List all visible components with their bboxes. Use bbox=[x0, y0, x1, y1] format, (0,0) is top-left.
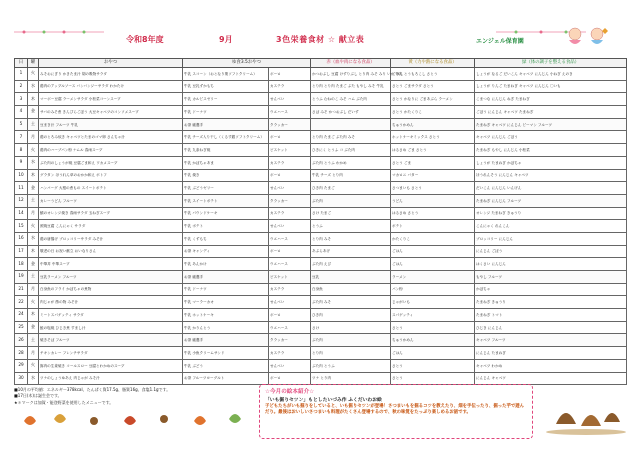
note-line: ■17日(木)は誕生会です。 bbox=[14, 393, 62, 399]
menu-day: 25 bbox=[15, 321, 28, 334]
menu-red-foods: とうふ むねのこ みそ ハム ぶた肉 bbox=[311, 93, 391, 106]
menu-green-foods: しょうが りんご たまねぎ キャベツ にんじん 〇いも bbox=[475, 80, 627, 93]
menu-day: 2 bbox=[15, 80, 28, 93]
menu-yellow-foods: さとう ごま bbox=[391, 156, 475, 169]
menu-yellow-foods: ごはん bbox=[391, 347, 475, 360]
menu-snack-sweet: ウエハース bbox=[269, 321, 311, 334]
menu-snack: 牛乳 ホットケーキ bbox=[183, 309, 269, 322]
month-label: 9月 bbox=[219, 35, 233, 44]
menu-yellow-foods: かたくりこ bbox=[391, 232, 475, 245]
menu-row bbox=[15, 207, 627, 220]
menu-snack: 牛乳 小魚クリームサンド bbox=[183, 347, 269, 360]
menu-green-foods: だいこん にんじん いんげん bbox=[475, 182, 627, 195]
menu-day: 11 bbox=[15, 182, 28, 195]
menu-weekday: 月 bbox=[28, 207, 39, 220]
menu-lunch: 鶏肉のアップルソース バンバンジーサラダ わかたけ bbox=[39, 80, 183, 93]
menu-lunch: 豆まき汁 フルーツ 牛乳 bbox=[39, 118, 183, 131]
menu-day: 26 bbox=[15, 334, 28, 347]
menu-lunch: 豚肉の生姜焼き コールスロー 豆腐とわかめのスープ bbox=[39, 359, 183, 372]
menu-row bbox=[15, 321, 627, 334]
menu-weekday: 金 bbox=[28, 321, 39, 334]
menu-day: 22 bbox=[15, 296, 28, 309]
menu-yellow-foods: パン粉 bbox=[391, 283, 475, 296]
menu-snack: 牛乳 あんかけ bbox=[183, 258, 269, 271]
menu-row bbox=[15, 309, 627, 322]
notes bbox=[14, 387, 254, 406]
menu-red-foods: ぶた肉 とうふ わかめ bbox=[311, 156, 391, 169]
menu-weekday: 木 bbox=[28, 93, 39, 106]
menu-day: 21 bbox=[15, 283, 28, 296]
menu-day: 19 bbox=[15, 271, 28, 284]
menu-red-foods: とり肉 みそ bbox=[311, 232, 391, 245]
menu-snack: お茶 厳選手 bbox=[183, 271, 269, 284]
menu-yellow-foods: さとう bbox=[391, 359, 475, 372]
menu-snack-sweet: せんべい bbox=[269, 220, 311, 233]
menu-yellow-foods: さとう bbox=[391, 372, 475, 385]
menu-snack-sweet: ボーロ bbox=[269, 131, 311, 144]
book-description: 子どもたちがいも掘りをしていると、いも掘りセツンが登場！さつまいもを掘るコツを教えたり、畑を手伝ったり、掘った芋で遊んだり。最後はおいしいさつまいも料理がたくさん登場するので、秋の味覚をたっぷり楽しめるお話です。 bbox=[265, 404, 525, 416]
menu-yellow-foods: ちゅうかめん bbox=[391, 334, 475, 347]
menu-yellow-foods: ごはん bbox=[391, 245, 475, 258]
menu-green-foods: ほうれんそう にんじん キャベツ bbox=[475, 169, 627, 182]
menu-lunch: 鯖のオレンジ焼き 春雨サラダ 玉ねぎスープ bbox=[39, 207, 183, 220]
menu-row bbox=[15, 182, 627, 195]
menu-green-foods: オレンジ たまねぎ きゅうり bbox=[475, 207, 627, 220]
menu-yellow-foods: さとう かなりに ごまあぶら ラーメン bbox=[391, 93, 475, 106]
menu-day: 8 bbox=[15, 144, 28, 157]
menu-green-foods: キャベツ にんじん ごぼう bbox=[475, 131, 627, 144]
menu-snack-sweet: せんべい bbox=[269, 93, 311, 106]
menu-red-foods: ぶた肉 えび bbox=[311, 258, 391, 271]
menu-green-foods: もやし フルーツ bbox=[475, 271, 627, 284]
menu-row bbox=[15, 334, 627, 347]
menu-green-foods: にんじん キャベツ bbox=[475, 372, 627, 385]
menu-row bbox=[15, 80, 627, 93]
col-day: 日 bbox=[15, 59, 28, 68]
menu-snack-sweet: カステラ bbox=[269, 156, 311, 169]
menu-day: 9 bbox=[15, 156, 28, 169]
menu-red-foods: ぶた肉 bbox=[311, 334, 391, 347]
menu-day: 7 bbox=[15, 131, 28, 144]
menu-day: 24 bbox=[15, 309, 28, 322]
col-green: 緑（体の調子を整える食品） bbox=[475, 59, 627, 68]
menu-weekday: 火 bbox=[28, 144, 39, 157]
menu-green-foods: しょうが たまねぎ かぼちゃ bbox=[475, 156, 627, 169]
col-lunch: おやつ bbox=[39, 59, 183, 68]
menu-lunch: 鶏肉のハーブパン粉 ナムル 春雨スープ bbox=[39, 144, 183, 157]
menu-green-foods: はくさい にんじん bbox=[475, 258, 627, 271]
menu-snack: 牛乳 チーズ入り干し（くるす銀ソフトクリーム） bbox=[183, 131, 269, 144]
menu-snack-sweet: ボーロ bbox=[269, 372, 311, 385]
menu-lunch: みそおにぎり かきたま汁 胡の吸物サラダ bbox=[39, 68, 183, 81]
menu-green-foods: たまねぎ もやし にんじん 小松菜 bbox=[475, 144, 627, 157]
menu-snack: お茶 厳選手 bbox=[183, 118, 269, 131]
menu-weekday: 火 bbox=[28, 296, 39, 309]
menu-snack-sweet: ボーロ bbox=[269, 68, 311, 81]
menu-green-foods: かぼちゃ bbox=[475, 283, 627, 296]
book-title: 「いも掘りセツン」もとしたいづみ作 ふくだいわお絵 bbox=[265, 398, 382, 403]
menu-yellow-foods: さとう bbox=[391, 321, 475, 334]
menu-row bbox=[15, 271, 627, 284]
menu-weekday: 金 bbox=[28, 258, 39, 271]
menu-snack-sweet: ボーロ bbox=[269, 169, 311, 182]
menu-snack-sweet: ウエハース bbox=[269, 232, 311, 245]
menu-weekday: 月 bbox=[28, 347, 39, 360]
menu-yellow-foods: じゃがいも bbox=[391, 296, 475, 309]
menu-yellow-foods: ポテト bbox=[391, 220, 475, 233]
menu-day: 5 bbox=[15, 118, 28, 131]
menu-row bbox=[15, 118, 627, 131]
menu-weekday: 土 bbox=[28, 334, 39, 347]
menu-snack: お茶 厳選手 bbox=[183, 334, 269, 347]
menu-weekday: 水 bbox=[28, 156, 39, 169]
menu-weekday: 金 bbox=[28, 106, 39, 119]
menu-red-foods: ひき肉 bbox=[311, 309, 391, 322]
table-header-row bbox=[15, 59, 627, 68]
menu-yellow-foods: ラーメン bbox=[391, 271, 475, 284]
menu-day: 4 bbox=[15, 106, 28, 119]
menu-green-foods: キャベツ フルーツ bbox=[475, 334, 627, 347]
menu-row bbox=[15, 106, 627, 119]
menu-lunch: 中華丼 中華スープ bbox=[39, 258, 183, 271]
menu-red-foods: さけ たまご bbox=[311, 207, 391, 220]
menu-lunch: ハンバーグ 大根の煮もの スイートポテト bbox=[39, 182, 183, 195]
menu-row bbox=[15, 232, 627, 245]
menu-red-foods: ぶた肉 bbox=[311, 194, 391, 207]
menu-yellow-foods: うどん bbox=[391, 194, 475, 207]
menu-yellow-foods: さとう かたくりこ bbox=[391, 106, 475, 119]
menu-day: 16 bbox=[15, 232, 28, 245]
menu-day: 17 bbox=[15, 245, 28, 258]
menu-day: 30 bbox=[15, 372, 28, 385]
menu-snack-sweet: せんべい bbox=[269, 359, 311, 372]
menu-snack: 牛乳 ドーナツ bbox=[183, 283, 269, 296]
menu-red-foods: さば みそ かつおぶし だいず bbox=[311, 106, 391, 119]
menu-row bbox=[15, 93, 627, 106]
menu-day: 15 bbox=[15, 220, 28, 233]
menu-green-foods: しょうが なるご だいこん キャベツ にんじん 小ねぎ えのき bbox=[475, 68, 627, 81]
menu-red-foods: かつおぶし 豆腐 けずりぶし とり肉 みそ みり いか 牛乳 bbox=[311, 68, 391, 81]
menu-weekday: 水 bbox=[28, 232, 39, 245]
menu-row bbox=[15, 68, 627, 81]
menu-snack-sweet: ウエハース bbox=[269, 106, 311, 119]
menu-row bbox=[15, 283, 627, 296]
menu-green-foods: こまつな にんじん ねぎ たまねぎ bbox=[475, 93, 627, 106]
menu-day: 14 bbox=[15, 207, 28, 220]
menu-snack-sweet: クラッカー bbox=[269, 194, 311, 207]
menu-snack: 牛乳 ドーナツ bbox=[183, 106, 269, 119]
menu-green-foods: たまねぎ きゅうり bbox=[475, 296, 627, 309]
menu-red-foods: 豆乳 bbox=[311, 271, 391, 284]
menu-green-foods: こんにゃく れんこん bbox=[475, 220, 627, 233]
menu-snack-sweet: ウエハース bbox=[269, 258, 311, 271]
menu-snack-sweet: ビスケット bbox=[269, 271, 311, 284]
menu-row bbox=[15, 347, 627, 360]
menu-snack-sweet: カステラ bbox=[269, 347, 311, 360]
menu-red-foods: あぶらあげ bbox=[311, 245, 391, 258]
menu-yellow-foods: はるさめ ごま さとう bbox=[391, 144, 475, 157]
menu-rows bbox=[15, 68, 627, 385]
menu-lunch: カレーうどん フルーツ bbox=[39, 194, 183, 207]
menu-day: 29 bbox=[15, 359, 28, 372]
menu-red-foods: ひきにく とうふ コ ぶた肉 bbox=[311, 144, 391, 157]
menu-weekday: 木 bbox=[28, 245, 39, 258]
menu-yellow-foods: ごはん とうもろこし さとう bbox=[391, 68, 475, 81]
menu-weekday: 木 bbox=[28, 309, 39, 322]
chestnut-illustration-icon bbox=[536, 384, 631, 439]
menu-lunch: 鮭の塩焼 ひじき煮 すまし汁 bbox=[39, 321, 183, 334]
menu-snack: 牛乳 ポテト bbox=[183, 220, 269, 233]
leaf-garland-icon bbox=[14, 30, 104, 34]
menu-row bbox=[15, 131, 627, 144]
menu-row bbox=[15, 359, 627, 372]
menu-lunch: グラタン ほうれん草のおかか和え ポトフ bbox=[39, 169, 183, 182]
menu-red-foods bbox=[311, 118, 391, 131]
menu-lunch: 鶏のとろみ炊き キャベツとたまのゴマ卵 さんちゃ汁 bbox=[39, 131, 183, 144]
menu-day: 18 bbox=[15, 258, 28, 271]
menu-snack-sweet: クラッカー bbox=[269, 334, 311, 347]
menu-green-foods: たまねぎ トマト bbox=[475, 309, 627, 322]
autumn-leaves-illustration-icon bbox=[14, 407, 254, 431]
menu-day: 3 bbox=[15, 93, 28, 106]
col-dow: 曜 bbox=[28, 59, 39, 68]
menu-snack: 牛乳 くずもち bbox=[183, 232, 269, 245]
note-line: ★＊マークは加賀・能登野菜を使用したメニューです。 bbox=[14, 399, 114, 405]
menu-lunch: 敬老の日 お祝い献立 おいなりさん bbox=[39, 245, 183, 258]
menu-snack: お茶 フルーツヨーグルト bbox=[183, 372, 269, 385]
menu-snack: 牛乳 豆乳ずかもち bbox=[183, 80, 269, 93]
menu-weekday: 金 bbox=[28, 182, 39, 195]
school-name: エンジェル保育園 bbox=[476, 38, 524, 45]
menu-weekday: 水 bbox=[28, 372, 39, 385]
menu-day: 10 bbox=[15, 169, 28, 182]
menu-snack-sweet: カステラ bbox=[269, 207, 311, 220]
menu-snack: 牛乳 スイートポテト bbox=[183, 194, 269, 207]
menu-snack: 牛乳 ぶどう bbox=[183, 359, 269, 372]
menu-snack: 牛乳 九条ねぎ焼 bbox=[183, 144, 269, 157]
menu-red-foods: ツナ とり肉 bbox=[311, 372, 391, 385]
menu-row bbox=[15, 245, 627, 258]
menu-weekday: 火 bbox=[28, 220, 39, 233]
menu-lunch: ツナのしょうゆあえ 肉じゃが みそ汁 bbox=[39, 372, 183, 385]
menu-yellow-foods: さとう ごまサラダ さとう bbox=[391, 80, 475, 93]
menu-snack: 牛乳 ぶどうゼリー bbox=[183, 182, 269, 195]
fiscal-year: 令和8年度 bbox=[126, 35, 164, 44]
menu-day: 1 bbox=[15, 68, 28, 81]
menu-lunch: 鶏の唐揚げ ブロッコリーサラダ みそ汁 bbox=[39, 232, 183, 245]
menu-snack: 牛乳 パウンドケーキ bbox=[183, 207, 269, 220]
menu-green-foods: たまねぎ にんじん フルーツ bbox=[475, 194, 627, 207]
menu-snack-sweet: ボーロ bbox=[269, 245, 311, 258]
menu-table bbox=[14, 58, 627, 385]
book-recommendation bbox=[259, 384, 533, 439]
menu-snack-sweet: せんべい bbox=[269, 182, 311, 195]
menu-snack: 牛乳 焼き bbox=[183, 169, 269, 182]
page-title: 3色栄養食材 ☆ 献立表 bbox=[276, 35, 365, 44]
menu-weekday: 月 bbox=[28, 131, 39, 144]
menu-red-foods: とり肉 bbox=[311, 347, 391, 360]
menu-weekday: 木 bbox=[28, 169, 39, 182]
menu-weekday: 土 bbox=[28, 118, 39, 131]
menu-lunch: 照焼豆腐 こんにゃく サラダ bbox=[39, 220, 183, 233]
menu-row bbox=[15, 372, 627, 385]
menu-green-foods: ごぼう にんじん キャベツ たまねぎ bbox=[475, 106, 627, 119]
menu-snack: 牛乳 マーラーカオ bbox=[183, 296, 269, 309]
menu-yellow-foods: さつまいも さとう bbox=[391, 182, 475, 195]
menu-snack-sweet: ボーロ bbox=[269, 309, 311, 322]
menu-day: 12 bbox=[15, 194, 28, 207]
menu-yellow-foods: はるさめ さとう bbox=[391, 207, 475, 220]
menu-snack: 牛乳 カルピスゼリー bbox=[183, 93, 269, 106]
menu-snack: 牛乳 かりんとう bbox=[183, 321, 269, 334]
col-snack: ゆ食3.5おやつ bbox=[183, 59, 311, 68]
menu-green-foods: にんじん たまねぎ bbox=[475, 347, 627, 360]
menu-lunch: チキンカレー フレンチサラダ bbox=[39, 347, 183, 360]
menu-weekday: 土 bbox=[28, 194, 39, 207]
menu-row bbox=[15, 220, 627, 233]
menu-red-foods: ぶた肉 とうふ bbox=[311, 359, 391, 372]
menu-lunch: 白身魚のフライ かぼちゃの煮物 bbox=[39, 283, 183, 296]
menu-row bbox=[15, 144, 627, 157]
menu-lunch: 焼きそば フルーツ bbox=[39, 334, 183, 347]
menu-weekday: 土 bbox=[28, 271, 39, 284]
menu-green-foods: キャベツ わかめ bbox=[475, 359, 627, 372]
menu-snack: お茶 キャンディ bbox=[183, 245, 269, 258]
menu-yellow-foods: ホットケーキミックス さとう bbox=[391, 131, 475, 144]
menu-lunch: 肉じゃが 酢の物 みそ汁 bbox=[39, 296, 183, 309]
children-illustration-icon bbox=[559, 24, 615, 52]
menu-row bbox=[15, 169, 627, 182]
menu-red-foods: とり肉 たまご ぶた肉 みそ bbox=[311, 131, 391, 144]
menu-lunch: ミートスパゲッティ サラダ bbox=[39, 309, 183, 322]
menu-snack-sweet: クラッカー bbox=[269, 118, 311, 131]
book-heading: ☆今月の絵本紹介☆ bbox=[265, 389, 315, 395]
menu-green-foods: たまねぎ キャベツ にんじん ピーマン フルーツ bbox=[475, 118, 627, 131]
menu-green-foods: ブロッコリー にんじん bbox=[475, 232, 627, 245]
menu-row bbox=[15, 156, 627, 169]
menu-yellow-foods: マカロニ バター bbox=[391, 169, 475, 182]
menu-red-foods: ぶた肉 みそ bbox=[311, 296, 391, 309]
menu-weekday: 火 bbox=[28, 359, 39, 372]
menu-lunch: ぶた肉のしょうが焼 豆腐ごま和え ワカメスープ bbox=[39, 156, 183, 169]
menu-green-foods: にんじん ごぼう bbox=[475, 245, 627, 258]
header bbox=[14, 28, 626, 54]
menu-row bbox=[15, 296, 627, 309]
menu-red-foods: とうふ bbox=[311, 220, 391, 233]
menu-lunch: マーボー豆腐 ラーメンサラダ 小松菜コーンスープ bbox=[39, 93, 183, 106]
menu-red-foods: とり肉 とり肉 たまご ぶた もやし みそ 牛乳 bbox=[311, 80, 391, 93]
menu-snack: 牛乳 スコーン（おとなり菓ソフトクリーム） bbox=[183, 68, 269, 81]
menu-snack-sweet: カステラ bbox=[269, 283, 311, 296]
menu-lunch: 豆乳ラーメン フルーツ bbox=[39, 271, 183, 284]
menu-lunch: サバのみそ煮 きんぴらごぼう 大豆キャベツのコンソメスープ bbox=[39, 106, 183, 119]
menu-row bbox=[15, 194, 627, 207]
menu-weekday: 月 bbox=[28, 283, 39, 296]
menu-yellow-foods: スパゲッティ bbox=[391, 309, 475, 322]
menu-yellow-foods: ごはん bbox=[391, 258, 475, 271]
menu-snack: 牛乳 かぼちゃあま bbox=[183, 156, 269, 169]
menu-weekday: 火 bbox=[28, 68, 39, 81]
col-red: 赤（血や肉になる食品） bbox=[311, 59, 391, 68]
menu-snack-sweet: せんべい bbox=[269, 296, 311, 309]
menu-row bbox=[15, 258, 627, 271]
menu-snack-sweet: ビスケット bbox=[269, 144, 311, 157]
menu-snack-sweet: カステラ bbox=[269, 80, 311, 93]
menu-red-foods: さけ bbox=[311, 321, 391, 334]
menu-red-foods: 白身魚 bbox=[311, 283, 391, 296]
menu-weekday: 水 bbox=[28, 80, 39, 93]
note-line: ■10月の平均値：エネルギー378kcal、たんぱく質17.5g、脂質16g、食塩1.1gです。 bbox=[14, 387, 171, 392]
menu-day: 28 bbox=[15, 347, 28, 360]
menu-red-foods: ひき肉 たまご bbox=[311, 182, 391, 195]
menu-yellow-foods: ちゅうかめん bbox=[391, 118, 475, 131]
menu-green-foods: ひじき にんじん bbox=[475, 321, 627, 334]
col-yellow: 黄（力や熱になる食品） bbox=[391, 59, 475, 68]
menu-red-foods: 牛乳 チーズ とり肉 bbox=[311, 169, 391, 182]
